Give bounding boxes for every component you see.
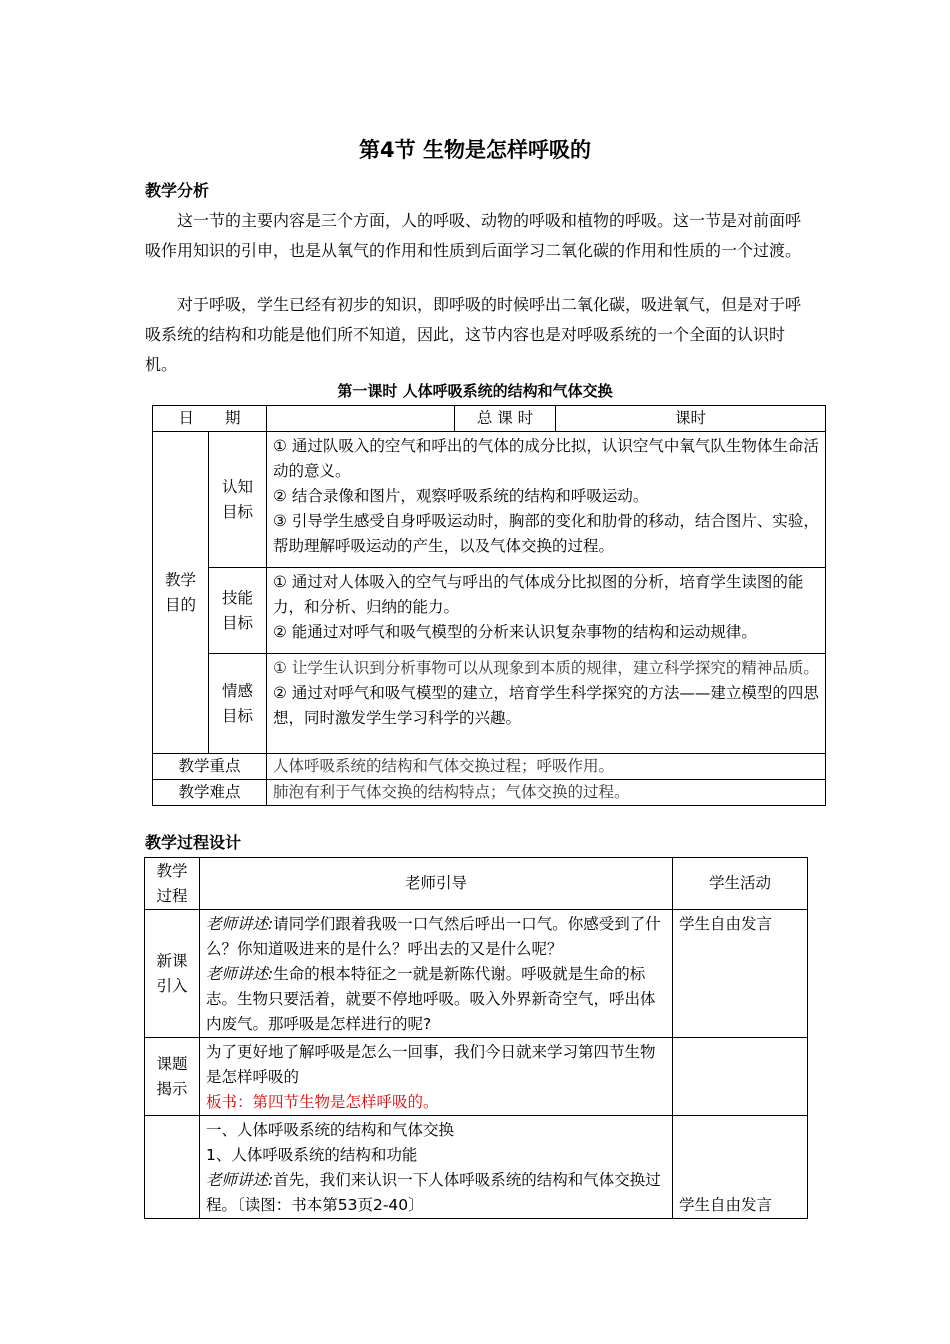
teacher-speech-label: 老师讲述:: [206, 1171, 274, 1189]
key-points-value: 人体呼吸系统的结构和气体交换过程；呼吸作用。: [267, 754, 826, 780]
stage-column-header: 教学过程: [145, 858, 200, 910]
emotion-goals: [267, 654, 826, 754]
student-activity-topic: [673, 1038, 808, 1116]
cognitive-goal: ① 通过队吸入的空气和呼出的气体的成分比拟，认识空气中氧气队生物体生命活动的意义。: [273, 437, 819, 480]
skill-goals: [267, 568, 826, 654]
lesson-title: 第一课时 人体呼吸系统的结构和气体交换: [337, 382, 613, 400]
teacher-guidance-structure: [200, 1116, 673, 1219]
stage-topic: 课题揭示: [145, 1038, 200, 1116]
stage-intro: 新课引入: [145, 910, 200, 1038]
analysis-heading: 教学分析: [145, 181, 210, 200]
emotion-goal: ① 让学生认识到分析事物可以从现象到本质的规律，建立科学探究的精神品质。: [273, 659, 819, 677]
difficulty-label: 教学难点: [153, 780, 267, 806]
teacher-column-header: 老师引导: [200, 858, 673, 910]
skill-goal: ① 通过对人体吸入的空气与呼出的气体成分比拟图的分析，培育学生读图的能力，和分析、归纳的能力。: [273, 573, 804, 616]
teacher-speech-text: 首先，我们来认识一下人体呼吸系统的结构和气体交换过程。〔读图：书本第53页2-40〕: [206, 1171, 661, 1214]
emotion-label: 情感目标: [209, 654, 267, 754]
subsection-heading: 1、人体呼吸系统的结构和功能: [206, 1146, 418, 1164]
process-table: [144, 857, 808, 1219]
student-activity-intro: 学生自由发言: [673, 910, 808, 1038]
section-heading: 一、人体呼吸系统的结构和气体交换: [206, 1121, 455, 1139]
teacher-speech-text: 请同学们跟着我吸一口气然后呼出一口气。你感受到了什么？你知道吸进来的是什么？呼出去的又是什么呢？: [206, 915, 661, 958]
analysis-paragraph-1: 这一节的主要内容是三个方面，人的呼吸、动物的呼吸和植物的呼吸。这一节是对前面呼吸作用知识的引申，也是从氧气的作用和性质到后面学习二氧化碳的作用和性质的一个过渡。: [145, 211, 802, 260]
teacher-speech-label: 老师讲述:: [206, 965, 274, 983]
skill-goal: ② 能通过对呼气和吸气模型的分析来认识复杂事物的结构和运动规律。: [273, 623, 757, 641]
objectives-table: [152, 405, 826, 806]
skill-label: 技能目标: [209, 568, 267, 654]
board-text: 第四节生物是怎样呼吸的。: [252, 1093, 439, 1111]
teacher-speech-label: 老师讲述:: [206, 915, 274, 933]
cognitive-label: 认知目标: [209, 432, 267, 568]
board-label: 板书：: [206, 1093, 253, 1111]
cognitive-goal: ③ 引导学生感受自身呼吸运动时，胸部的变化和肋骨的移动，结合图片、实验，帮助理解呼吸运动的产生，以及气体交换的过程。: [273, 512, 819, 555]
date-label: 日 期: [153, 406, 267, 432]
date-value: [267, 406, 455, 432]
difficulty-value: 肺泡有利于气体交换的结构特点；气体交换的过程。: [267, 780, 826, 806]
cognitive-goals: [267, 432, 826, 568]
teacher-guidance-intro: [200, 910, 673, 1038]
student-activity-structure: 学生自由发言: [673, 1116, 808, 1219]
total-periods-label: 总 课 时: [455, 406, 556, 432]
analysis-paragraph-2: 对于呼吸，学生已经有初步的知识，即呼吸的时候呼出二氧化碳，吸进氧气，但是对于呼吸系统的结构和功能是他们所不知道，因此，这节内容也是对呼吸系统的一个全面的认识时机。: [145, 295, 802, 374]
teacher-guidance-topic: [200, 1038, 673, 1116]
cognitive-goal: ② 结合录像和图片，观察呼吸系统的结构和呼吸运动。: [273, 487, 649, 505]
teacher-speech-text: 生命的根本特征之一就是新陈代谢。呼吸就是生命的标志。生物只要活着，就要不停地呼吸。吸入外界新奇空气，呼出体内废气。那呼吸是怎样进行的呢?: [206, 965, 656, 1033]
purpose-label: 教学目的: [153, 432, 209, 754]
periods-label: 课时: [556, 406, 826, 432]
topic-intro-text: 为了更好地了解呼吸是怎么一回事，我们今日就来学习第四节生物是怎样呼吸的: [206, 1043, 656, 1086]
key-points-label: 教学重点: [153, 754, 267, 780]
page-title: 第4节 生物是怎样呼吸的: [359, 138, 591, 162]
emotion-goal: ② 通过对呼气和吸气模型的建立，培育学生科学探究的方法——建立模型的四思想，同时激发学生学习科学的兴趣。: [273, 684, 819, 727]
student-column-header: 学生活动: [673, 858, 808, 910]
stage-structure: [145, 1116, 200, 1219]
process-heading: 教学过程设计: [145, 833, 242, 852]
